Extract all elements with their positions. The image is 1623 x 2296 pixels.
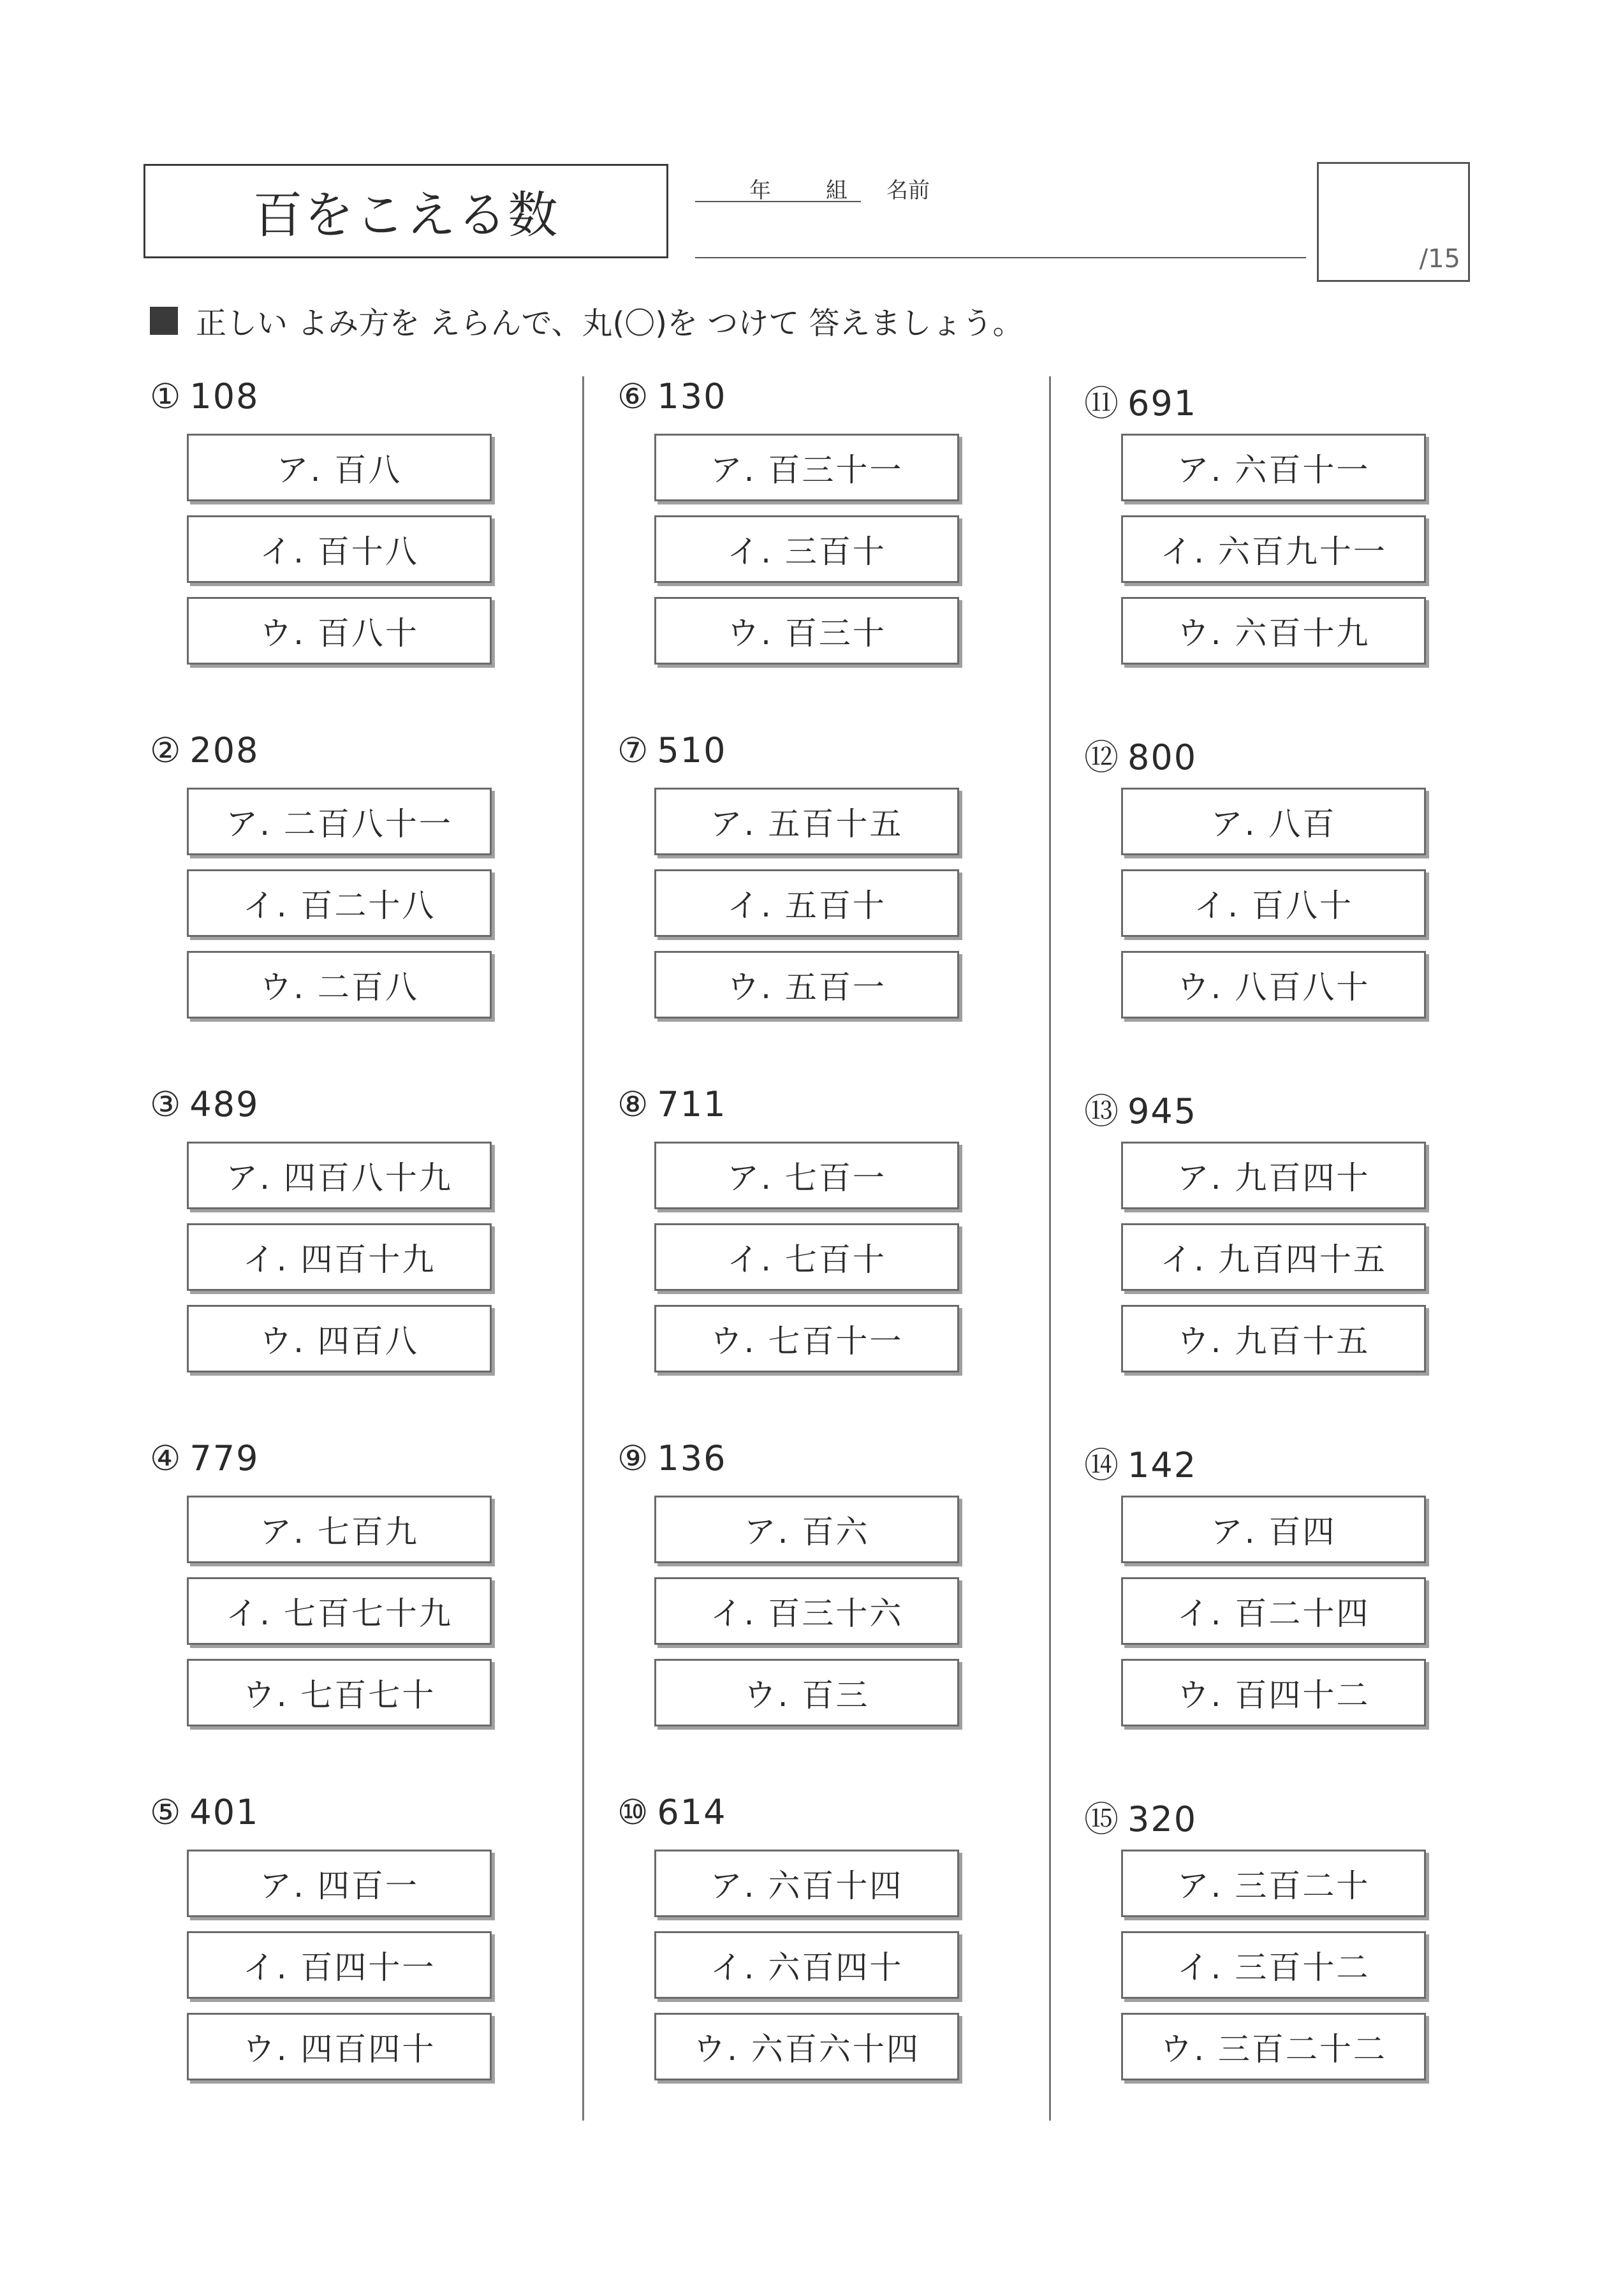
answer-option[interactable]: ウ. 七百七十 [187,1659,492,1726]
year-label: 年 [749,178,771,203]
answer-option[interactable]: イ. 百二十八 [187,869,492,937]
question-marker: ⑥ [617,376,649,416]
answer-option[interactable]: イ. 百十八 [187,515,492,583]
question-heading [1084,1792,1197,1841]
question-number: 108 [189,376,260,416]
answer-option[interactable]: ウ. 百三 [654,1659,959,1726]
question-heading [1084,730,1197,779]
answer-option[interactable]: イ. 百二十四 [1121,1577,1426,1645]
question-number: 510 [657,730,727,770]
answer-option[interactable]: ア. 四百八十九 [187,1142,492,1209]
question-number: 945 [1127,1091,1198,1131]
column-divider [582,376,584,2121]
question-number: 401 [189,1792,260,1832]
question-number: 130 [657,376,727,416]
answer-option[interactable]: イ. 三百十 [654,515,959,583]
answer-option[interactable]: ア. 九百四十 [1121,1142,1426,1209]
question-7 [617,730,974,1006]
question-heading [1084,1438,1197,1487]
answer-option[interactable]: ア. 六百十一 [1121,434,1426,501]
answer-option[interactable]: イ. 百三十六 [654,1577,959,1645]
answer-option[interactable]: ア. 二百八十一 [187,788,492,855]
answer-option[interactable]: ア. 百三十一 [654,434,959,501]
answer-option[interactable]: ア. 五百十五 [654,788,959,855]
answer-option[interactable]: ア. 七百一 [654,1142,959,1209]
question-6 [617,376,974,652]
answer-option[interactable]: イ. 九百四十五 [1121,1223,1426,1291]
answer-option[interactable]: イ. 百四十一 [187,1931,492,1999]
question-marker: ⑭ [1084,1445,1119,1485]
answer-option[interactable]: ウ. 四百四十 [187,2013,492,2080]
question-5 [150,1792,507,2068]
answer-option[interactable]: ウ. 百四十二 [1121,1659,1426,1726]
question-heading [1084,1084,1197,1133]
question-number: 779 [189,1438,260,1478]
question-number: 711 [657,1084,727,1124]
question-marker: ⑨ [617,1438,649,1478]
question-number: 800 [1127,737,1198,777]
answer-option[interactable]: ウ. 百八十 [187,597,492,665]
question-marker: ⑦ [617,730,649,770]
answer-option[interactable]: ウ. 四百八 [187,1305,492,1372]
year-class-underline [695,201,861,202]
question-heading [150,730,260,770]
name-label: 名前 [886,178,930,203]
question-marker: ⑫ [1084,737,1119,777]
answer-option[interactable]: イ. 六百四十 [654,1931,959,1999]
answer-option[interactable]: ア. 百六 [654,1496,959,1563]
answer-option[interactable]: イ. 七百十 [654,1223,959,1291]
score-box[interactable] [1317,162,1470,282]
answer-option[interactable]: イ. 七百七十九 [187,1577,492,1645]
question-heading [1084,376,1197,425]
question-marker: ③ [150,1084,181,1124]
answer-option[interactable]: ウ. 七百十一 [654,1305,959,1372]
answer-option[interactable]: ア. 百四 [1121,1496,1426,1563]
question-14 [1084,1438,1441,1714]
question-number: 136 [657,1438,727,1478]
answer-option[interactable]: イ. 三百十二 [1121,1931,1426,1999]
answer-option[interactable]: ア. 四百一 [187,1850,492,1917]
answer-option[interactable]: ウ. 二百八 [187,951,492,1019]
worksheet-title: 百をこえる数 [143,164,668,258]
score-total: /15 [1419,244,1460,274]
question-1 [150,376,507,652]
answer-option[interactable]: ウ. 百三十 [654,597,959,665]
answer-option[interactable]: イ. 五百十 [654,869,959,937]
question-heading [617,1438,727,1478]
question-heading [617,376,727,416]
question-2 [150,730,507,1006]
answer-option[interactable]: イ. 百八十 [1121,869,1426,937]
name-write-line[interactable] [695,257,1306,258]
question-marker: ⑩ [617,1792,649,1832]
question-marker: ⑤ [150,1792,181,1832]
answer-option[interactable]: ア. 八百 [1121,788,1426,855]
question-11 [1084,376,1441,652]
question-9 [617,1438,974,1714]
answer-option[interactable]: ウ. 三百二十二 [1121,2013,1426,2080]
question-marker: ② [150,730,181,770]
answer-option[interactable]: ウ. 九百十五 [1121,1305,1426,1372]
answer-option[interactable]: ア. 三百二十 [1121,1850,1426,1917]
answer-option[interactable]: ウ. 六百六十四 [654,2013,959,2080]
question-marker: ⑧ [617,1084,649,1124]
question-number: 142 [1127,1445,1198,1485]
question-marker: ⑮ [1084,1799,1119,1839]
question-number: 614 [657,1792,727,1832]
question-3 [150,1084,507,1360]
square-bullet-icon [150,307,178,335]
answer-option[interactable]: ウ. 五百一 [654,951,959,1019]
question-10 [617,1792,974,2068]
question-marker: ⑬ [1084,1091,1119,1131]
question-12 [1084,730,1441,1006]
question-13 [1084,1084,1441,1360]
question-heading [617,1084,727,1124]
question-8 [617,1084,974,1360]
answer-option[interactable]: ア. 六百十四 [654,1850,959,1917]
question-number: 691 [1127,383,1198,423]
question-heading [617,730,727,770]
question-number: 489 [189,1084,260,1124]
question-heading [617,1792,727,1832]
question-heading [150,1438,260,1478]
question-number: 320 [1127,1799,1198,1839]
question-heading [150,1084,260,1124]
question-number: 208 [189,730,260,770]
question-heading [150,1792,260,1832]
instruction [150,298,1024,342]
answer-option[interactable]: ウ. 六百十九 [1121,597,1426,665]
column-divider [1049,376,1051,2121]
answer-option[interactable]: ア. 七百九 [187,1496,492,1563]
question-marker: ① [150,376,181,416]
question-heading [150,376,260,416]
instruction-text: 正しい よみ方を えらんで、丸(〇)を つけて 答えましょう。 [196,305,1024,341]
answer-option[interactable]: イ. 四百十九 [187,1223,492,1291]
question-15 [1084,1792,1441,2068]
answer-option[interactable]: イ. 六百九十一 [1121,515,1426,583]
question-4 [150,1438,507,1714]
name-area [695,169,1307,265]
answer-option[interactable]: ウ. 八百八十 [1121,951,1426,1019]
question-marker: ④ [150,1438,181,1478]
class-label: 組 [826,178,848,203]
answer-option[interactable]: ア. 百八 [187,434,492,501]
question-marker: ⑪ [1084,383,1119,423]
